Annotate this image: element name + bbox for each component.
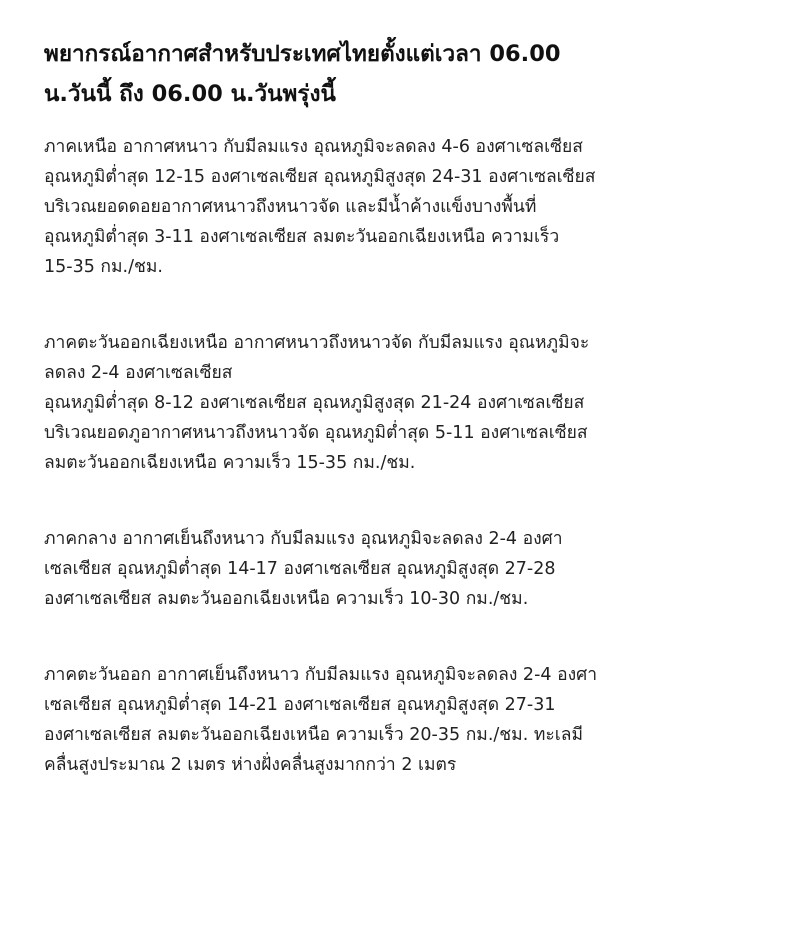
region-northeast-paragraph bbox=[44, 328, 756, 478]
page-title bbox=[44, 34, 756, 114]
region-central-paragraph bbox=[44, 524, 756, 614]
paragraph-line: องศาเซลเซียส ลมตะวันออกเฉียงเหนือ ความเร็ว 20-35 กม./ชม. ทะเลมี bbox=[44, 725, 583, 745]
paragraph-line: อุณหภูมิต่ำสุด 12-15 องศาเซลเซียส อุณหภูมิสูงสุด 24-31 องศาเซลเซียส bbox=[44, 167, 596, 187]
paragraph-line: อุณหภูมิต่ำสุด 3-11 องศาเซลเซียส ลมตะวันออกเฉียงเหนือ ความเร็ว bbox=[44, 227, 560, 247]
region-north-paragraph bbox=[44, 132, 756, 282]
paragraph-line: ลมตะวันออกเฉียงเหนือ ความเร็ว 15-35 กม./ชม. bbox=[44, 453, 416, 473]
paragraph-line: เซลเซียส อุณหภูมิต่ำสุด 14-21 องศาเซลเซียส อุณหภูมิสูงสุด 27-31 bbox=[44, 695, 556, 715]
paragraph-line: บริเวณยอดดอยอากาศหนาวถึงหนาวจัด และมีน้ำค้างแข็งบางพื้นที่ bbox=[44, 197, 537, 217]
paragraph-line: ลดลง 2-4 องศาเซลเซียส bbox=[44, 363, 233, 383]
paragraph-line: ภาคตะวันออก อากาศเย็นถึงหนาว กับมีลมแรง อุณหภูมิจะลดลง 2-4 องศา bbox=[44, 665, 598, 685]
paragraph-line: ภาคตะวันออกเฉียงเหนือ อากาศหนาวถึงหนาวจัด กับมีลมแรง อุณหภูมิจะ bbox=[44, 333, 590, 353]
paragraph-line: เซลเซียส อุณหภูมิต่ำสุด 14-17 องศาเซลเซียส อุณหภูมิสูงสุด 27-28 bbox=[44, 559, 556, 579]
title-line: พยากรณ์อากาศสำหรับประเทศไทยตั้งแต่เวลา 06.00 bbox=[44, 41, 561, 67]
paragraph-line: อุณหภูมิต่ำสุด 8-12 องศาเซลเซียส อุณหภูมิสูงสุด 21-24 องศาเซลเซียส bbox=[44, 393, 585, 413]
region-east-paragraph bbox=[44, 660, 756, 780]
paragraph-line: คลื่นสูงประมาณ 2 เมตร ห่างฝั่งคลื่นสูงมากกว่า 2 เมตร bbox=[44, 755, 457, 775]
paragraph-line: องศาเซลเซียส ลมตะวันออกเฉียงเหนือ ความเร็ว 10-30 กม./ชม. bbox=[44, 589, 529, 609]
title-line: น.วันนี้ ถึง 06.00 น.วันพรุ่งนี้ bbox=[44, 81, 336, 107]
paragraph-line: ภาคเหนือ อากาศหนาว กับมีลมแรง อุณหภูมิจะลดลง 4-6 องศาเซลเซียส bbox=[44, 137, 583, 157]
paragraph-line: บริเวณยอดภูอากาศหนาวถึงหนาวจัด อุณหภูมิต่ำสุด 5-11 องศาเซลเซียส bbox=[44, 423, 588, 443]
paragraph-line: 15-35 กม./ชม. bbox=[44, 257, 163, 277]
paragraph-line: ภาคกลาง อากาศเย็นถึงหนาว กับมีลมแรง อุณหภูมิจะลดลง 2-4 องศา bbox=[44, 529, 563, 549]
